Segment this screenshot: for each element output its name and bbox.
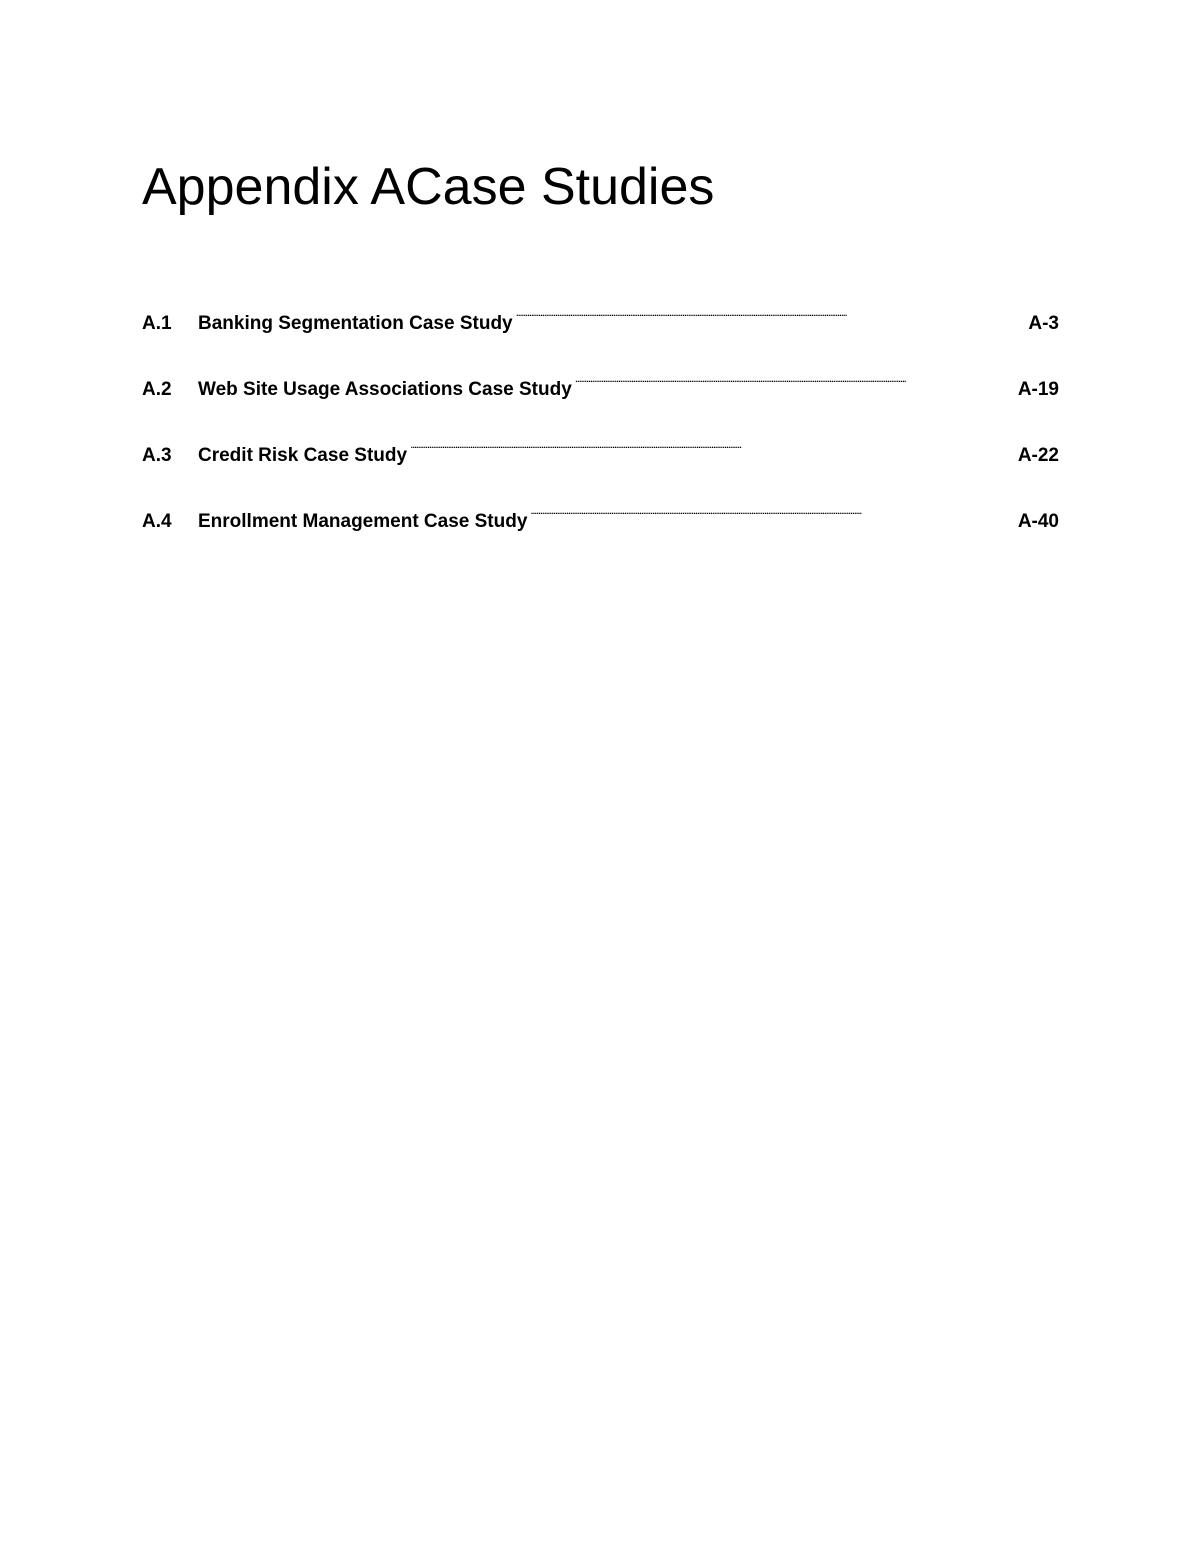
toc-entry-a3[interactable] xyxy=(142,428,1059,466)
toc-entry-title: Credit Risk Case Study xyxy=(198,445,408,466)
toc-entry-title: Banking Segmentation Case Study xyxy=(198,313,513,334)
table-of-contents xyxy=(142,296,1059,560)
toc-entry-page: A-19 xyxy=(1017,379,1059,400)
toc-entry-a4[interactable] xyxy=(142,494,1059,532)
toc-entry-page: A-40 xyxy=(1017,511,1059,532)
toc-entry-title: Enrollment Management Case Study xyxy=(198,511,528,532)
toc-entry-a1[interactable] xyxy=(142,296,1059,334)
toc-entry-number: A.1 xyxy=(142,313,172,334)
toc-dot-leader xyxy=(410,428,1015,461)
toc-entry-number: A.3 xyxy=(142,445,172,466)
toc-entry-title: Web Site Usage Associations Case Study xyxy=(198,379,572,400)
toc-entry-page: A-3 xyxy=(1028,313,1059,334)
toc-entry-page: A-22 xyxy=(1017,445,1059,466)
toc-entry-number: A.4 xyxy=(142,511,172,532)
toc-dot-leader xyxy=(530,494,1014,527)
toc-entry-a2[interactable] xyxy=(142,362,1059,400)
toc-entry-number: A.2 xyxy=(142,379,172,400)
page-title: Appendix ACase Studies xyxy=(142,158,715,216)
toc-dot-leader xyxy=(516,296,1026,329)
toc-dot-leader xyxy=(575,362,1015,395)
